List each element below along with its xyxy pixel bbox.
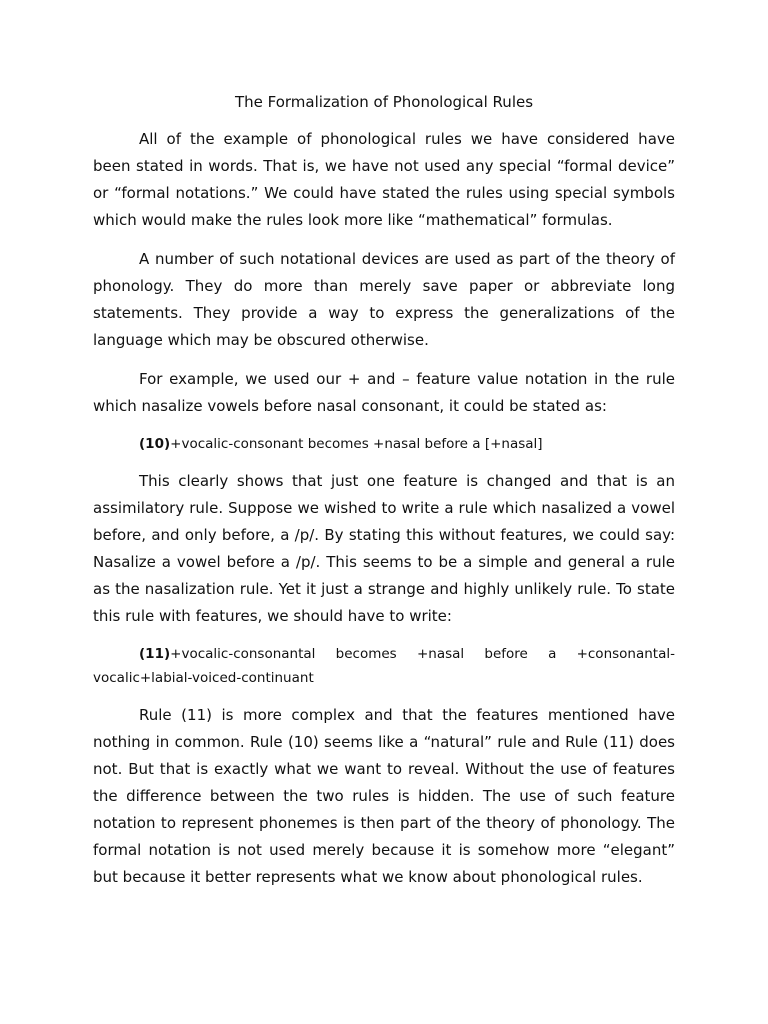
paragraph-2: A number of such notational devices are used as part of the theory of phonology. They do more than merely save paper or abbreviate long statements. They provide a way to express the generalizations of the language which may be obscured otherwise. [93, 250, 675, 349]
document-page [93, 90, 675, 903]
paragraph-3: For example, we used our + and – feature value notation in the rule which nasalize vowels before nasal consonant, it could be stated as: [93, 370, 675, 415]
rule-11-text: +vocalic-consonantal becomes +nasal before a +consonantal-vocalic+labial-voiced-continuant [93, 646, 675, 686]
rule-11 [93, 642, 675, 690]
rule-11-number: (11) [139, 646, 171, 662]
rule-10 [93, 432, 675, 456]
paragraph-1: All of the example of phonological rules we have considered have been stated in words. That is, we have not used any special “formal device” or “formal notations.” We could have stated the rules using special symbols which would make the rules look more like “mathematical” formulas. [93, 130, 675, 229]
paragraph-5: Rule (11) is more complex and that the features mentioned have nothing in common. Rule (10) seems like a “natural” rule and Rule (11) does not. But that is exactly what we want to reveal. Without the use of features the difference between the two rules is hidden. The use of such feature notation to represent phonemes is then part of the theory of phonology. The formal notation is not used merely because it is somehow more “elegant” but because it better represents what we know about phonological rules. [93, 706, 675, 886]
rule-10-number: (10) [139, 436, 171, 452]
paragraph-4: This clearly shows that just one feature is changed and that is an assimilatory rule. Suppose we wished to write a rule which nasalized a vowel before, and only before, a /p/. By stating this without features, we could say: Nasalize a vowel before a /p/. This seems to be a simple and general a rule as the nasalization rule. Yet it just a strange and highly unlikely rule. To state this rule with features, we should have to write: [93, 472, 675, 625]
document-title: The Formalization of Phonological Rules [234, 93, 534, 111]
rule-10-text: +vocalic-consonant becomes +nasal before a [+nasal] [170, 436, 543, 452]
